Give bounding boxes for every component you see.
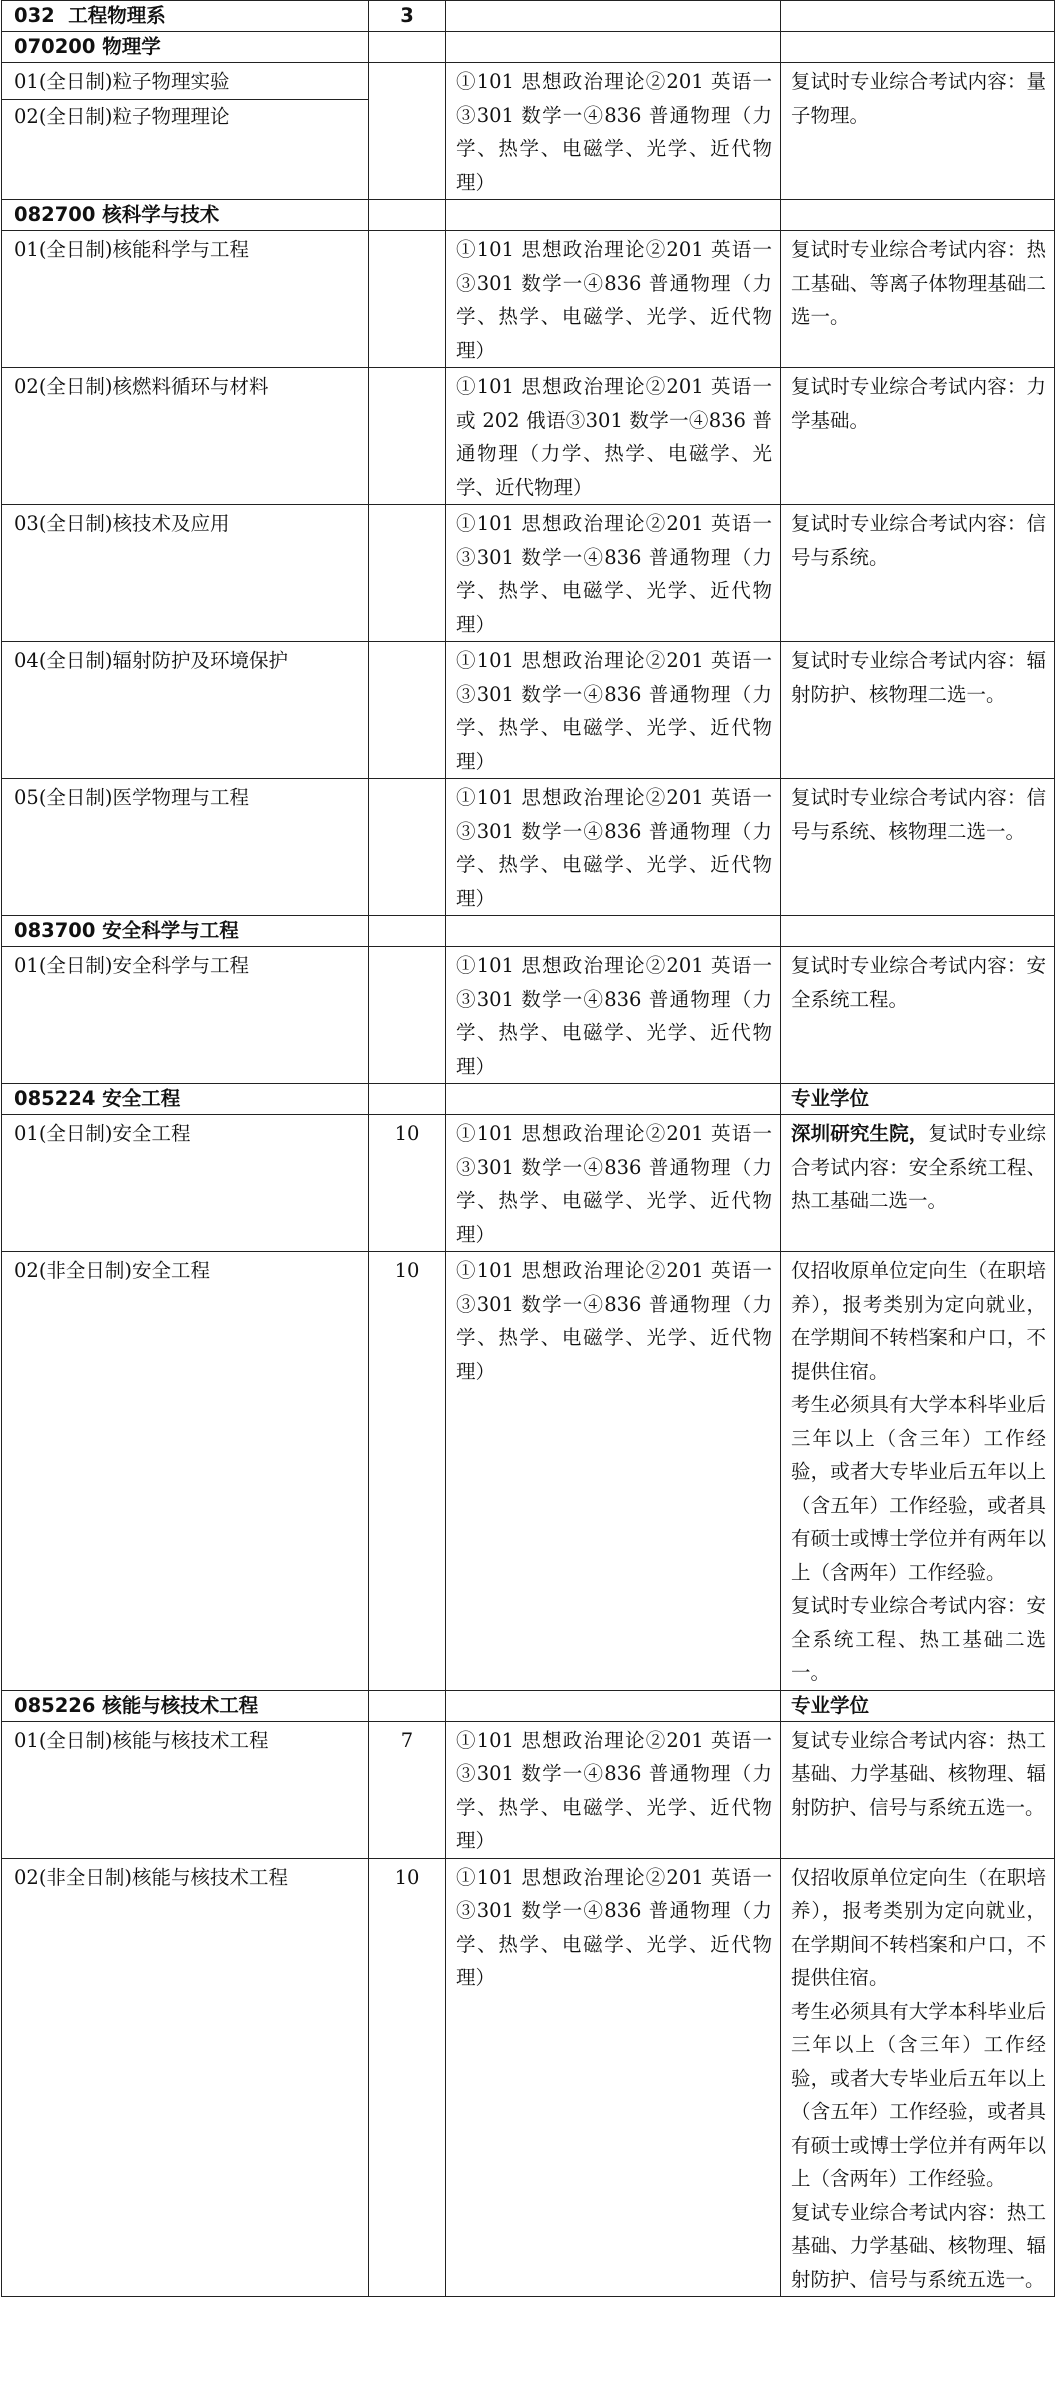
remark-text: 复试时专业综合考试内容：安全系统工程。 xyxy=(791,954,1046,1011)
section-code: 082700 xyxy=(14,203,96,226)
enrollment-count xyxy=(369,231,446,368)
section-name: 安全科学与工程 xyxy=(102,919,239,942)
section-code: 070200 xyxy=(14,35,96,58)
admissions-table xyxy=(1,0,1055,2297)
remarks-cell xyxy=(781,642,1055,779)
exam-subjects: ①101 思想政治理论②201 英语一③301 数学一④836 普通物理（力学、热学、电磁学、光学、近代物理） xyxy=(446,642,781,779)
enrollment-count xyxy=(369,505,446,642)
direction-cell xyxy=(2,1721,369,1858)
program-row xyxy=(2,1115,1055,1252)
remarks-cell xyxy=(781,1115,1055,1252)
dept-quota: 3 xyxy=(369,1,446,32)
section-header-row xyxy=(2,32,1055,63)
section-name: 安全工程 xyxy=(102,1087,181,1110)
remarks-cell xyxy=(781,368,1055,505)
dept-code: 032 xyxy=(14,4,55,27)
direction-name: 02(非全日制)安全工程 xyxy=(14,1259,211,1282)
section-title xyxy=(2,1084,369,1115)
program-row xyxy=(2,231,1055,368)
empty-cell xyxy=(446,200,781,231)
section-name: 物理学 xyxy=(102,35,161,58)
remark-paragraph: 考生必须具有大学本科毕业后三年以上（含三年）工作经验，或者大专毕业后五年以上（含五年）工作经验，或者具有硕士或博士学位并有两年以上（含两年）工作经验。 xyxy=(791,1393,1046,1584)
empty-cell xyxy=(369,1690,446,1721)
empty-cell xyxy=(446,32,781,63)
remark-text: 复试时专业综合考试内容：安全系统工程、热工基础二选一。 xyxy=(791,1122,1046,1212)
remarks-cell xyxy=(781,1721,1055,1858)
empty-cell xyxy=(446,1690,781,1721)
enrollment-count xyxy=(369,779,446,916)
direction-name: 02(全日制)核燃料循环与材料 xyxy=(14,375,269,398)
direction-name: 01(全日制)粒子物理实验 xyxy=(14,70,230,93)
enrollment-count xyxy=(369,642,446,779)
exam-subjects: ①101 思想政治理论②201 英语一③301 数学一④836 普通物理（力学、热学、电磁学、光学、近代物理） xyxy=(446,1115,781,1252)
remark-text: 复试时专业综合考试内容：信号与系统、核物理二选一。 xyxy=(791,786,1046,843)
enrollment-count: 10 xyxy=(369,1858,446,2297)
exam-subjects: ①101 思想政治理论②201 英语一③301 数学一④836 普通物理（力学、热学、电磁学、光学、近代物理） xyxy=(446,231,781,368)
exam-subjects: ①101 思想政治理论②201 英语一③301 数学一④836 普通物理（力学、热学、电磁学、光学、近代物理） xyxy=(446,1721,781,1858)
section-title xyxy=(2,200,369,231)
dept-title xyxy=(2,1,369,32)
empty-cell xyxy=(446,916,781,947)
remark-paragraph: 考生必须具有大学本科毕业后三年以上（含三年）工作经验，或者大专毕业后五年以上（含五年）工作经验，或者具有硕士或博士学位并有两年以上（含两年）工作经验。 xyxy=(791,1999,1046,2190)
enrollment-count xyxy=(369,63,446,200)
section-title xyxy=(2,916,369,947)
direction-cell xyxy=(2,642,369,779)
remark-paragraph: 复试专业综合考试内容：热工基础、力学基础、核物理、辐射防护、信号与系统五选一。 xyxy=(791,2200,1046,2291)
enrollment-count xyxy=(369,368,446,505)
direction-cell xyxy=(2,779,369,916)
section-code: 085226 xyxy=(14,1693,96,1717)
direction-cell xyxy=(2,1858,369,2297)
remarks-cell xyxy=(781,505,1055,642)
empty-cell xyxy=(781,1,1055,32)
empty-cell xyxy=(369,32,446,63)
program-row xyxy=(2,779,1055,916)
remark-text: 复试专业综合考试内容：热工基础、力学基础、核物理、辐射防护、信号与系统五选一。 xyxy=(791,1728,1046,1819)
exam-subjects: ①101 思想政治理论②201 英语一 或 202 俄语③301 数学一④836 普通物理（力学、热学、电磁学、光学、近代物理） xyxy=(446,368,781,505)
direction-name: 02(全日制)粒子物理理论 xyxy=(2,99,368,134)
section-title xyxy=(2,1690,369,1721)
degree-type xyxy=(781,200,1055,231)
direction-cell xyxy=(2,231,369,368)
remark-text: 复试时专业综合考试内容：量子物理。 xyxy=(791,70,1046,127)
program-row xyxy=(2,1721,1055,1858)
remarks-cell xyxy=(781,63,1055,200)
program-row xyxy=(2,505,1055,642)
empty-cell xyxy=(446,1084,781,1115)
empty-cell xyxy=(369,916,446,947)
enrollment-count: 7 xyxy=(369,1721,446,1858)
remarks-cell xyxy=(781,231,1055,368)
degree-type xyxy=(781,32,1055,63)
section-header-row xyxy=(2,1690,1055,1721)
section-header-row xyxy=(2,200,1055,231)
program-row xyxy=(2,642,1055,779)
remarks-cell xyxy=(781,779,1055,916)
remark-text: 复试时专业综合考试内容：辐射防护、核物理二选一。 xyxy=(791,649,1046,706)
enrollment-count xyxy=(369,947,446,1084)
degree-type: 专业学位 xyxy=(781,1690,1055,1721)
remarks-cell xyxy=(781,947,1055,1084)
remark-text: 复试时专业综合考试内容：信号与系统。 xyxy=(791,512,1046,569)
campus-name: 深圳研究生院， xyxy=(791,1122,929,1145)
remark-paragraph: 仅招收原单位定向生（在职培养），报考类别为定向就业，在学期间不转档案和户口，不提供住宿。 xyxy=(791,1259,1046,1383)
section-name: 核科学与技术 xyxy=(102,203,220,226)
section-code: 083700 xyxy=(14,919,96,942)
section-code: 085224 xyxy=(14,1087,96,1110)
exam-subjects: ①101 思想政治理论②201 英语一③301 数学一④836 普通物理（力学、热学、电磁学、光学、近代物理） xyxy=(446,505,781,642)
remark-paragraph: 复试时专业综合考试内容：安全系统工程、热工基础二选一。 xyxy=(791,1594,1046,1684)
program-row xyxy=(2,947,1055,1084)
direction-name: 04(全日制)辐射防护及环境保护 xyxy=(14,649,289,672)
exam-subjects: ①101 思想政治理论②201 英语一③301 数学一④836 普通物理（力学、热学、电磁学、光学、近代物理） xyxy=(446,947,781,1084)
section-title xyxy=(2,32,369,63)
empty-cell xyxy=(446,1,781,32)
direction-name: 01(全日制)安全工程 xyxy=(14,1122,191,1145)
direction-name: 01(全日制)核能科学与工程 xyxy=(14,238,250,261)
direction-cell xyxy=(2,947,369,1084)
direction-name: 02(非全日制)核能与核技术工程 xyxy=(14,1865,289,1889)
section-name: 核能与核技术工程 xyxy=(102,1693,259,1717)
remarks-cell xyxy=(781,1858,1055,2297)
enrollment-count: 10 xyxy=(369,1252,446,1691)
direction-name: 03(全日制)核技术及应用 xyxy=(14,512,230,535)
empty-cell xyxy=(369,1084,446,1115)
direction-cell xyxy=(2,368,369,505)
remark-paragraph: 仅招收原单位定向生（在职培养），报考类别为定向就业，在学期间不转档案和户口，不提供住宿。 xyxy=(791,1865,1046,1989)
dept-header-row xyxy=(2,1,1055,32)
direction-name: 05(全日制)医学物理与工程 xyxy=(14,786,250,809)
enrollment-count: 10 xyxy=(369,1115,446,1252)
remarks-cell xyxy=(781,1252,1055,1691)
program-row xyxy=(2,1858,1055,2297)
remark-text: 复试时专业综合考试内容：力学基础。 xyxy=(791,375,1046,432)
program-row xyxy=(2,368,1055,505)
section-header-row xyxy=(2,916,1055,947)
degree-type: 专业学位 xyxy=(781,1084,1055,1115)
direction-cell xyxy=(2,63,369,200)
degree-type xyxy=(781,916,1055,947)
exam-subjects: ①101 思想政治理论②201 英语一③301 数学一④836 普通物理（力学、热学、电磁学、光学、近代物理） xyxy=(446,1252,781,1691)
program-row xyxy=(2,63,1055,200)
direction-name: 01(全日制)安全科学与工程 xyxy=(14,954,250,977)
section-header-row xyxy=(2,1084,1055,1115)
direction-name: 01(全日制)核能与核技术工程 xyxy=(14,1728,269,1752)
remark-text: 复试时专业综合考试内容：热工基础、等离子体物理基础二选一。 xyxy=(791,238,1046,328)
exam-subjects: ①101 思想政治理论②201 英语一③301 数学一④836 普通物理（力学、热学、电磁学、光学、近代物理） xyxy=(446,779,781,916)
direction-cell xyxy=(2,505,369,642)
empty-cell xyxy=(369,200,446,231)
program-row xyxy=(2,1252,1055,1691)
direction-cell xyxy=(2,1252,369,1691)
exam-subjects: ①101 思想政治理论②201 英语一③301 数学一④836 普通物理（力学、热学、电磁学、光学、近代物理） xyxy=(446,63,781,200)
dept-name: 工程物理系 xyxy=(68,4,166,27)
exam-subjects: ①101 思想政治理论②201 英语一③301 数学一④836 普通物理（力学、热学、电磁学、光学、近代物理） xyxy=(446,1858,781,2297)
direction-cell xyxy=(2,1115,369,1252)
